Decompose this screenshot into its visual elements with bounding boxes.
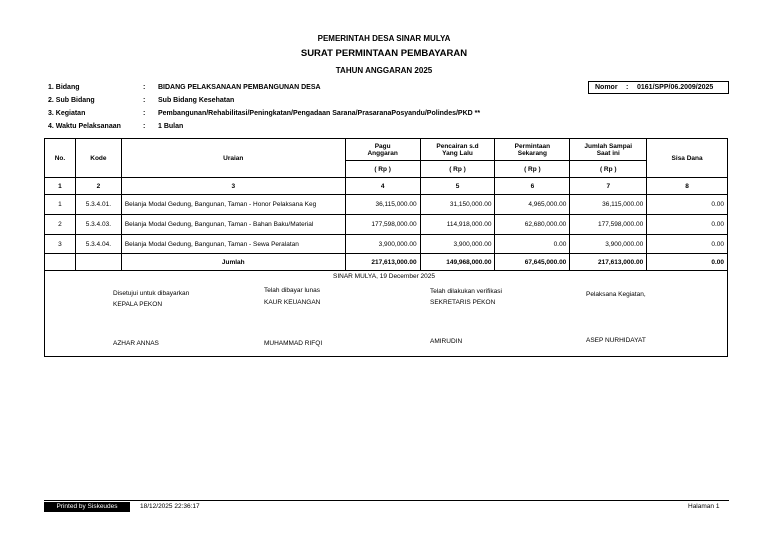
nomor-value: 0161/SPP/06.2009/2025 xyxy=(637,84,714,91)
cell-sisa: 0.00 xyxy=(647,235,728,254)
sig-caption-kepala: Disetujui untuk dibayarkan xyxy=(113,290,190,297)
col-number: 8 xyxy=(647,178,728,195)
cell-no: 3 xyxy=(45,235,76,254)
document-title: SURAT PERMINTAAN PEMBAYARAN xyxy=(300,48,468,59)
cell-no: 1 xyxy=(45,195,76,215)
header-jumlah: Jumlah Sampai Saat ini xyxy=(570,139,647,161)
col-number: 7 xyxy=(570,178,647,195)
unit-pagu: ( Rp ) xyxy=(345,161,420,178)
sig-name-kaur: MUHAMMAD RIFQI xyxy=(264,340,323,347)
sig-name-sekretaris: AMIRUDIN xyxy=(430,338,463,345)
page-number: Halaman 1 xyxy=(688,503,720,510)
col-number: 3 xyxy=(121,178,345,195)
header-government: PEMERINTAH DESA SINAR MULYA xyxy=(317,34,451,43)
meta-label: 2. Sub Bidang xyxy=(48,97,95,104)
unit-permintaan: ( Rp ) xyxy=(495,161,570,178)
cell-sisa: 0.00 xyxy=(647,215,728,235)
printed-by-badge: Printed by Siskeudes xyxy=(44,502,130,512)
nomor-colon: : xyxy=(626,84,629,91)
meta-value: Pembangunan/Rehabilitasi/Peningkatan/Pengadaan Sarana/PrasaranaPosyandu/Polindes/PKD ** xyxy=(158,110,481,117)
col-number: 2 xyxy=(75,178,121,195)
total-permintaan: 67,645,000.00 xyxy=(495,254,570,271)
header-pencairan: Pencairan s.d Yang Lalu xyxy=(420,139,495,161)
fiscal-year: TAHUN ANGGARAN 2025 xyxy=(335,66,433,75)
cell-pencairan: 3,900,000.00 xyxy=(420,235,495,254)
cell-permintaan: 0.00 xyxy=(495,235,570,254)
cell-pencairan: 31,150,000.00 xyxy=(420,195,495,215)
print-timestamp: 18/12/2025 22:36:17 xyxy=(140,503,200,510)
nomor-box xyxy=(588,81,729,94)
meta-label: 4. Waktu Pelaksanaan xyxy=(48,123,121,130)
cell-permintaan: 62,680,000.00 xyxy=(495,215,570,235)
total-pencairan: 149,968,000.00 xyxy=(420,254,495,271)
sig-title-kepala: KEPALA PEKON xyxy=(113,301,163,308)
cell-uraian: Belanja Modal Gedung, Bangunan, Taman - Bahan Baku/Material xyxy=(121,215,345,235)
sig-title-sekretaris: SEKRETARIS PEKON xyxy=(430,299,496,306)
place-date: SINAR MULYA, 19 December 2025 xyxy=(333,273,435,280)
cell-kode: 5.3.4.01. xyxy=(75,195,121,215)
meta-colon: : xyxy=(143,110,146,117)
header-kode: Kode xyxy=(75,139,121,178)
meta-colon: : xyxy=(143,84,146,91)
cell-kode: 5.3.4.03. xyxy=(75,215,121,235)
col-number: 1 xyxy=(45,178,76,195)
cell-pagu: 177,598,000.00 xyxy=(345,215,420,235)
cell-kode: 5.3.4.04. xyxy=(75,235,121,254)
cell-no: 2 xyxy=(45,215,76,235)
meta-value: Sub Bidang Kesehatan xyxy=(158,97,235,104)
cell-pagu: 36,115,000.00 xyxy=(345,195,420,215)
unit-pencairan: ( Rp ) xyxy=(420,161,495,178)
sig-caption-sekretaris: Telah dilakukan verifikasi xyxy=(430,288,502,295)
cell-permintaan: 4,965,000.00 xyxy=(495,195,570,215)
cell-pagu: 3,900,000.00 xyxy=(345,235,420,254)
cell-jumlah: 177,598,000.00 xyxy=(570,215,647,235)
total-pagu: 217,613,000.00 xyxy=(345,254,420,271)
table-header-row xyxy=(45,139,728,161)
cell-uraian: Belanja Modal Gedung, Bangunan, Taman - Sewa Peralatan xyxy=(121,235,345,254)
table-row xyxy=(45,195,728,215)
meta-value: BIDANG PELAKSANAAN PEMBANGUNAN DESA xyxy=(158,84,321,91)
unit-jumlah: ( Rp ) xyxy=(570,161,647,178)
sig-title-kaur: KAUR KEUANGAN xyxy=(264,299,321,306)
footer-divider xyxy=(44,500,729,501)
meta-label: 1. Bidang xyxy=(48,84,80,91)
sig-caption-kaur: Telah dibayar lunas xyxy=(264,287,321,294)
column-number-row xyxy=(45,178,728,195)
col-number: 4 xyxy=(345,178,420,195)
table-row xyxy=(45,235,728,254)
meta-label: 3. Kegiatan xyxy=(48,110,86,117)
table-row xyxy=(45,215,728,235)
cell-sisa: 0.00 xyxy=(647,195,728,215)
meta-colon: : xyxy=(143,97,146,104)
cell-jumlah: 3,900,000.00 xyxy=(570,235,647,254)
header-no: No. xyxy=(45,139,76,178)
sig-name-pelaksana: ASEP NURHIDAYAT xyxy=(586,337,646,344)
sig-title-pelaksana: Pelaksana Kegiatan, xyxy=(586,291,646,298)
col-number: 5 xyxy=(420,178,495,195)
header-uraian: Uraian xyxy=(121,139,345,178)
sig-name-kepala: AZHAR ANNAS xyxy=(113,340,159,347)
total-jumlah: 217,613,000.00 xyxy=(570,254,647,271)
cell-jumlah: 36,115,000.00 xyxy=(570,195,647,215)
nomor-label: Nomor xyxy=(595,84,618,91)
header-permintaan: Permintaan Sekarang xyxy=(495,139,570,161)
payment-table xyxy=(44,138,728,271)
total-label: Jumlah xyxy=(121,254,345,271)
header-sisa: Sisa Dana xyxy=(647,139,728,178)
cell-pencairan: 114,918,000.00 xyxy=(420,215,495,235)
total-sisa: 0.00 xyxy=(647,254,728,271)
header-pagu: Pagu Anggaran xyxy=(345,139,420,161)
col-number: 6 xyxy=(495,178,570,195)
meta-value: 1 Bulan xyxy=(158,123,184,130)
meta-colon: : xyxy=(143,123,146,130)
cell-uraian: Belanja Modal Gedung, Bangunan, Taman - Honor Pelaksana Keg xyxy=(121,195,345,215)
